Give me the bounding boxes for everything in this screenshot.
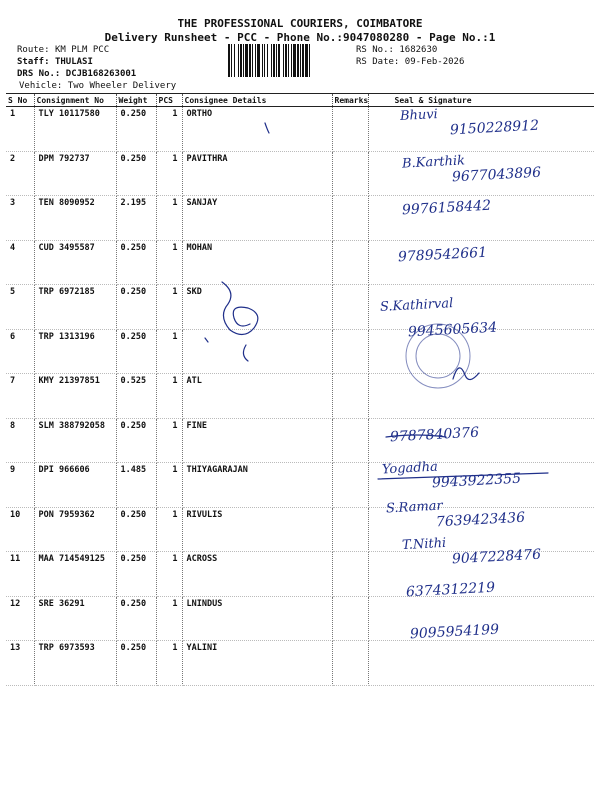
row-consignment-no: SRE 36291 — [34, 596, 116, 641]
rs-no-label: RS No.: — [356, 45, 394, 55]
row-sno: 11 — [6, 552, 34, 597]
vehicle-value: Two Wheeler Delivery — [67, 81, 177, 91]
signature-name: T.Nithi — [401, 535, 447, 554]
row-consignment-no: CUD 3495587 — [34, 240, 116, 285]
row-pcs: 1 — [156, 196, 182, 241]
handwritten-phone: 9945605634 — [407, 319, 498, 341]
col-consignment: Consignment No — [34, 94, 116, 107]
drs-value: DCJB168263001 — [65, 69, 137, 79]
row-pcs: 1 — [156, 596, 182, 641]
row-weight: 0.250 — [116, 641, 156, 686]
row-weight: 0.525 — [116, 374, 156, 419]
row-pcs: 1 — [156, 285, 182, 330]
staff-value: THULASI — [54, 57, 93, 67]
row-remarks — [332, 285, 368, 330]
table-row — [6, 418, 594, 463]
row-consignee: PAVITHRA — [182, 151, 332, 196]
row-remarks — [332, 151, 368, 196]
row-consignment-no: DPI 966606 — [34, 463, 116, 508]
rs-date-label: RS Date: — [356, 57, 400, 67]
signature-name: S.Kathirval — [379, 296, 454, 315]
handwritten-phone: 9787840376 — [389, 424, 480, 446]
signature-name: B.Karthik — [401, 153, 466, 172]
row-consignee: SANJAY — [182, 196, 332, 241]
row-consignee: ATL — [182, 374, 332, 419]
row-remarks — [332, 196, 368, 241]
company-title: THE PROFESSIONAL COURIERS, COIMBATORE — [177, 17, 423, 30]
table-header-row — [6, 94, 594, 107]
row-weight: 0.250 — [116, 418, 156, 463]
row-pcs: 1 — [156, 552, 182, 597]
row-pcs: 1 — [156, 107, 182, 152]
row-pcs: 1 — [156, 463, 182, 508]
row-consignment-no: SLM 388792058 — [34, 418, 116, 463]
table-row — [6, 596, 594, 641]
row-remarks — [332, 329, 368, 374]
rs-no-line — [356, 45, 437, 55]
table-row — [6, 240, 594, 285]
row-remarks — [332, 596, 368, 641]
row-sno: 4 — [6, 240, 34, 285]
handwritten-phone: 9677043896 — [451, 164, 542, 186]
row-pcs: 1 — [156, 151, 182, 196]
row-remarks — [332, 552, 368, 597]
row-signature-cell — [368, 641, 594, 686]
row-remarks — [332, 418, 368, 463]
row-consignee: YALINI — [182, 641, 332, 686]
row-weight: 0.250 — [116, 285, 156, 330]
row-pcs: 1 — [156, 507, 182, 552]
row-consignment-no: TRP 1313196 — [34, 329, 116, 374]
row-weight: 0.250 — [116, 329, 156, 374]
row-consignment-no: DPM 792737 — [34, 151, 116, 196]
row-consignment-no: TEN 8090952 — [34, 196, 116, 241]
row-weight: 1.485 — [116, 463, 156, 508]
vehicle-line — [19, 81, 176, 91]
route-value: KM PLM PCC — [54, 45, 110, 55]
row-sno: 6 — [6, 329, 34, 374]
vehicle-label: Vehicle: — [19, 81, 63, 91]
signature-name: S.Ramar — [385, 498, 444, 517]
rs-date-line — [356, 57, 464, 67]
row-weight: 0.250 — [116, 240, 156, 285]
staff-label: Staff: — [17, 57, 50, 67]
row-sno: 3 — [6, 196, 34, 241]
row-weight: 0.250 — [116, 151, 156, 196]
handwritten-phone: 7639423436 — [435, 509, 526, 531]
row-remarks — [332, 463, 368, 508]
handwritten-phone: 9943922355 — [431, 470, 522, 492]
row-consignment-no: TLY 10117580 — [34, 107, 116, 152]
row-consignee: ORTHO — [182, 107, 332, 152]
drs-line — [17, 69, 136, 79]
row-signature-cell — [368, 374, 594, 419]
handwritten-phone: 9976158442 — [401, 197, 492, 219]
runsheet-subtitle: Delivery Runsheet - PCC - Phone No.:9047080280 - Page No.:1 — [104, 31, 496, 44]
col-pcs: PCS — [156, 94, 182, 107]
handwritten-phone: 9150228912 — [449, 117, 540, 139]
row-consignment-no: MAA 714549125 — [34, 552, 116, 597]
row-sno: 9 — [6, 463, 34, 508]
row-consignment-no: KMY 21397851 — [34, 374, 116, 419]
handwritten-phone: 9095954199 — [409, 621, 500, 643]
row-pcs: 1 — [156, 641, 182, 686]
col-consignee: Consignee Details — [182, 94, 332, 107]
row-remarks — [332, 240, 368, 285]
row-pcs: 1 — [156, 418, 182, 463]
row-consignee: SKD — [182, 285, 332, 330]
col-weight: Weight — [116, 94, 156, 107]
handwritten-phone: 6374312219 — [405, 579, 496, 601]
handwritten-phone: 9789542661 — [397, 244, 488, 266]
table-row — [6, 285, 594, 330]
barcode — [228, 44, 352, 77]
row-consignee: LNINDUS — [182, 596, 332, 641]
rs-no-value: 1682630 — [399, 45, 438, 55]
row-pcs: 1 — [156, 374, 182, 419]
row-sno: 7 — [6, 374, 34, 419]
row-sno: 5 — [6, 285, 34, 330]
route-line — [17, 45, 109, 55]
row-consignment-no: TRP 6972185 — [34, 285, 116, 330]
row-weight: 2.195 — [116, 196, 156, 241]
row-weight: 0.250 — [116, 507, 156, 552]
row-consignment-no: TRP 6973593 — [34, 641, 116, 686]
row-pcs: 1 — [156, 329, 182, 374]
row-sno: 2 — [6, 151, 34, 196]
row-weight: 0.250 — [116, 107, 156, 152]
table-row — [6, 196, 594, 241]
row-sno: 1 — [6, 107, 34, 152]
col-remarks: Remarks — [332, 94, 368, 107]
signature-name: Yogadha — [381, 459, 439, 478]
signature-name: Bhuvi — [399, 107, 439, 124]
col-sno: S No — [6, 94, 34, 107]
route-label: Route: — [17, 45, 50, 55]
row-weight: 0.250 — [116, 596, 156, 641]
row-consignee — [182, 329, 332, 374]
drs-label: DRS No.: — [17, 69, 61, 79]
rs-date-value: 09-Feb-2026 — [404, 57, 465, 67]
row-remarks — [332, 641, 368, 686]
row-consignee: RIVULIS — [182, 507, 332, 552]
row-sno: 8 — [6, 418, 34, 463]
row-consignee: MOHAN — [182, 240, 332, 285]
staff-line — [17, 57, 93, 67]
row-consignee: FINE — [182, 418, 332, 463]
row-sno: 13 — [6, 641, 34, 686]
row-weight: 0.250 — [116, 552, 156, 597]
col-signature: Seal & Signature — [368, 94, 594, 107]
row-consignee: ACROSS — [182, 552, 332, 597]
table-row — [6, 374, 594, 419]
row-consignee: THIYAGARAJAN — [182, 463, 332, 508]
row-remarks — [332, 507, 368, 552]
row-remarks — [332, 107, 368, 152]
row-pcs: 1 — [156, 240, 182, 285]
row-sno: 12 — [6, 596, 34, 641]
row-sno: 10 — [6, 507, 34, 552]
table-row — [6, 641, 594, 686]
handwritten-phone: 9047228476 — [451, 546, 542, 568]
table-row — [6, 329, 594, 374]
row-consignment-no: PON 7959362 — [34, 507, 116, 552]
row-remarks — [332, 374, 368, 419]
